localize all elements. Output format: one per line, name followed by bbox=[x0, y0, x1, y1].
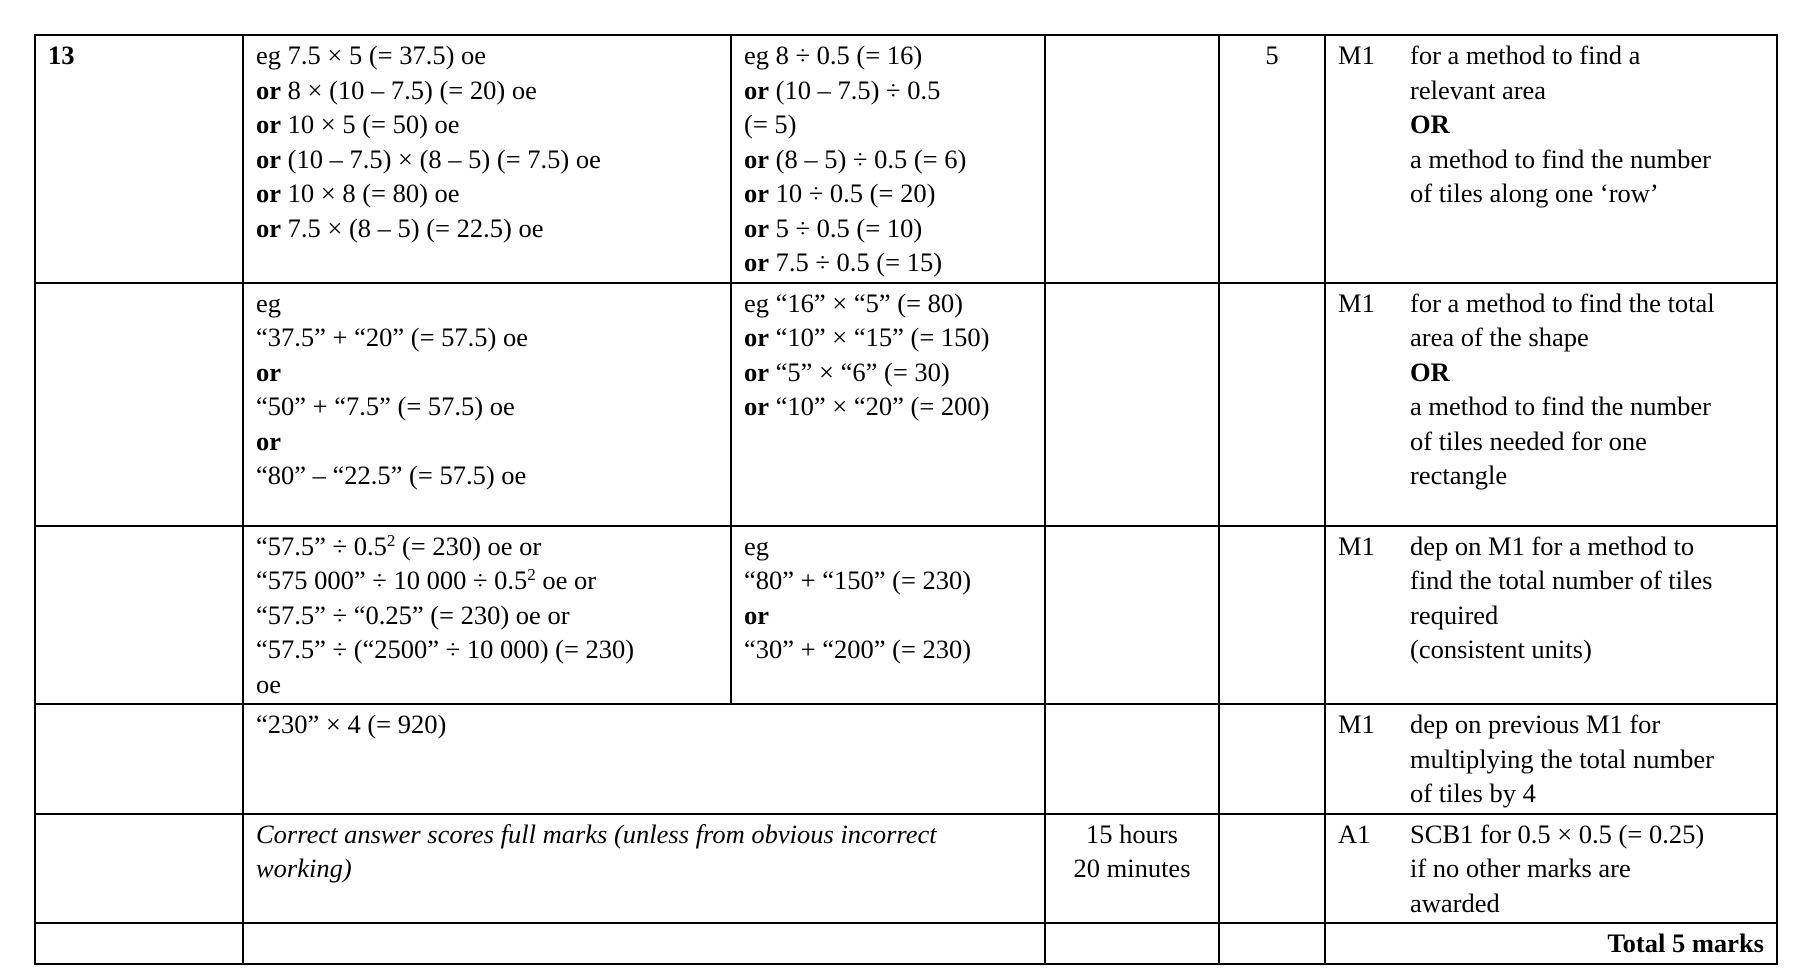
working-line: eg 7.5 × 5 (= 37.5) oe bbox=[256, 40, 487, 70]
working-line: eg bbox=[256, 287, 282, 318]
marks-cell-3 bbox=[1219, 526, 1325, 705]
alt-working-line: “30” + “200” (= 230) bbox=[744, 634, 972, 664]
alt-working-line: (= 5) bbox=[744, 109, 797, 139]
note-line: of tiles needed for one bbox=[1410, 425, 1647, 456]
working-line: “37.5” + “20” (= 57.5) oe bbox=[256, 322, 528, 352]
note-line: required bbox=[1410, 599, 1499, 630]
alt-working-line: eg bbox=[744, 530, 770, 561]
answer-cell-5 bbox=[1045, 814, 1219, 924]
alt-working-line: or “10” × “15” (= 150) bbox=[744, 322, 990, 352]
total-row bbox=[35, 923, 1777, 964]
working-line: “57.5” ÷ $0.5^2$ (= 230) oe or bbox=[256, 530, 542, 561]
empty-cell bbox=[1219, 923, 1325, 964]
note-line: awarded bbox=[1410, 887, 1500, 918]
answer-line: 20 minutes bbox=[1073, 853, 1191, 883]
mark-row-3 bbox=[35, 526, 1777, 705]
notes-cell-5 bbox=[1325, 814, 1777, 924]
alt-working-line: eg “16” × “5” (= 80) bbox=[744, 287, 963, 318]
working-line: “50” + “7.5” (= 57.5) oe bbox=[256, 391, 515, 421]
empty-cell bbox=[1045, 923, 1219, 964]
answer-line: 15 hours bbox=[1085, 818, 1178, 849]
note-line: (consistent units) bbox=[1410, 634, 1592, 664]
note-line: a method to find the number bbox=[1410, 143, 1711, 174]
question-number: 13 bbox=[35, 35, 243, 283]
note-line: if no other marks are bbox=[1410, 853, 1631, 883]
alt-working-line: or (10 – 7.5) ÷ 0.5 bbox=[744, 74, 941, 105]
note-line: dep on previous M1 for bbox=[1410, 709, 1661, 739]
mark-row-5 bbox=[35, 814, 1777, 924]
alt-working-line: or “5” × “6” (= 30) bbox=[744, 356, 950, 387]
working-cell-2 bbox=[243, 283, 731, 526]
question-number-empty bbox=[35, 526, 243, 705]
note-line: for a method to find a bbox=[1410, 40, 1641, 70]
notes-cell-4 bbox=[1325, 704, 1777, 814]
empty-cell bbox=[35, 923, 243, 964]
marks-cell-2 bbox=[1219, 283, 1325, 526]
note-line: OR bbox=[1410, 356, 1450, 387]
question-number-empty bbox=[35, 283, 243, 526]
working-line: or 7.5 × (8 – 5) (= 22.5) oe bbox=[256, 212, 544, 243]
working-line: “230” × 4 (= 920) bbox=[256, 709, 447, 739]
mark-code: M1 bbox=[1338, 287, 1375, 318]
working-cell-4 bbox=[243, 704, 1045, 814]
alt-working-line: or (8 – 5) ÷ 0.5 (= 6) bbox=[744, 143, 967, 174]
alt-working-cell-1 bbox=[731, 35, 1045, 283]
notes-cell-1 bbox=[1325, 35, 1777, 283]
note-line: OR bbox=[1410, 109, 1450, 139]
mark-row-1 bbox=[35, 35, 1777, 283]
note-line: dep on M1 for a method to bbox=[1410, 530, 1695, 561]
note-line: SCB1 for 0.5 × 0.5 (= 0.25) bbox=[1410, 818, 1705, 849]
working-line: or 10 × 8 (= 80) oe bbox=[256, 178, 460, 208]
mark-row-2 bbox=[35, 283, 1777, 526]
answer-cell-3 bbox=[1045, 526, 1219, 705]
working-line: “575 000” ÷ 10 $000 \div 0.5^2$ oe or bbox=[256, 565, 597, 595]
note-line: multiplying the total number bbox=[1410, 743, 1714, 774]
working-line: or 8 × (10 – 7.5) (= 20) oe bbox=[256, 74, 537, 105]
alt-working-line: “80” + “150” (= 230) bbox=[744, 565, 972, 595]
working-line: “57.5” ÷ “0.25” (= 230) oe or bbox=[256, 599, 570, 630]
note-line: relevant area bbox=[1410, 74, 1547, 105]
total-marks: Total 5 marks bbox=[1325, 923, 1777, 964]
answer-cell-1 bbox=[1045, 35, 1219, 283]
working-cell-3 bbox=[243, 526, 731, 705]
question-number-empty bbox=[35, 814, 243, 924]
notes-cell-3 bbox=[1325, 526, 1777, 705]
marks-cell-5 bbox=[1219, 814, 1325, 924]
working-cell-5: Correct answer scores full marks (unless from obvious incorrect working) bbox=[243, 814, 1045, 924]
alt-working-cell-3 bbox=[731, 526, 1045, 705]
mark-code: A1 bbox=[1338, 818, 1371, 849]
mark-scheme-table bbox=[34, 34, 1778, 965]
mark-code: M1 bbox=[1338, 40, 1375, 70]
note-line: find the total number of tiles bbox=[1410, 565, 1713, 595]
alt-working-line: or “10” × “20” (= 200) bbox=[744, 391, 990, 421]
alt-working-line: or 10 ÷ 0.5 (= 20) bbox=[744, 178, 936, 208]
notes-cell-2 bbox=[1325, 283, 1777, 526]
note-line: of tiles by 4 bbox=[1410, 778, 1536, 808]
working-line: or bbox=[256, 356, 282, 387]
working-line: oe bbox=[256, 668, 282, 699]
note-line: of tiles along one ‘row’ bbox=[1410, 178, 1659, 208]
alt-working-line: eg 8 ÷ 0.5 (= 16) bbox=[744, 40, 923, 70]
answer-cell-2 bbox=[1045, 283, 1219, 526]
marks-cell: 5 bbox=[1219, 35, 1325, 283]
working-line: “80” – “22.5” (= 57.5) oe bbox=[256, 460, 527, 490]
mark-row-4 bbox=[35, 704, 1777, 814]
question-number-empty bbox=[35, 704, 243, 814]
mark-code: M1 bbox=[1338, 709, 1375, 739]
alt-working-line: or 7.5 ÷ 0.5 (= 15) bbox=[744, 247, 943, 277]
alt-working-line: or bbox=[744, 599, 770, 630]
working-line: or bbox=[256, 425, 282, 456]
working-line: or (10 – 7.5) × (8 – 5) (= 7.5) oe bbox=[256, 143, 601, 174]
alt-working-line: or 5 ÷ 0.5 (= 10) bbox=[744, 212, 923, 243]
note-line: for a method to find the total bbox=[1410, 287, 1715, 318]
mark-code: M1 bbox=[1338, 530, 1375, 561]
note-line: area of the shape bbox=[1410, 322, 1589, 352]
working-cell-1 bbox=[243, 35, 731, 283]
alt-working-cell-2 bbox=[731, 283, 1045, 526]
marks-cell-4 bbox=[1219, 704, 1325, 814]
note-line: rectangle bbox=[1410, 460, 1508, 490]
working-line: or 10 × 5 (= 50) oe bbox=[256, 109, 460, 139]
working-line: “57.5” ÷ (“2500” ÷ 10 000) (= 230) bbox=[256, 634, 635, 664]
answer-cell-4 bbox=[1045, 704, 1219, 814]
note-line: a method to find the number bbox=[1410, 391, 1711, 421]
empty-cell bbox=[243, 923, 1045, 964]
